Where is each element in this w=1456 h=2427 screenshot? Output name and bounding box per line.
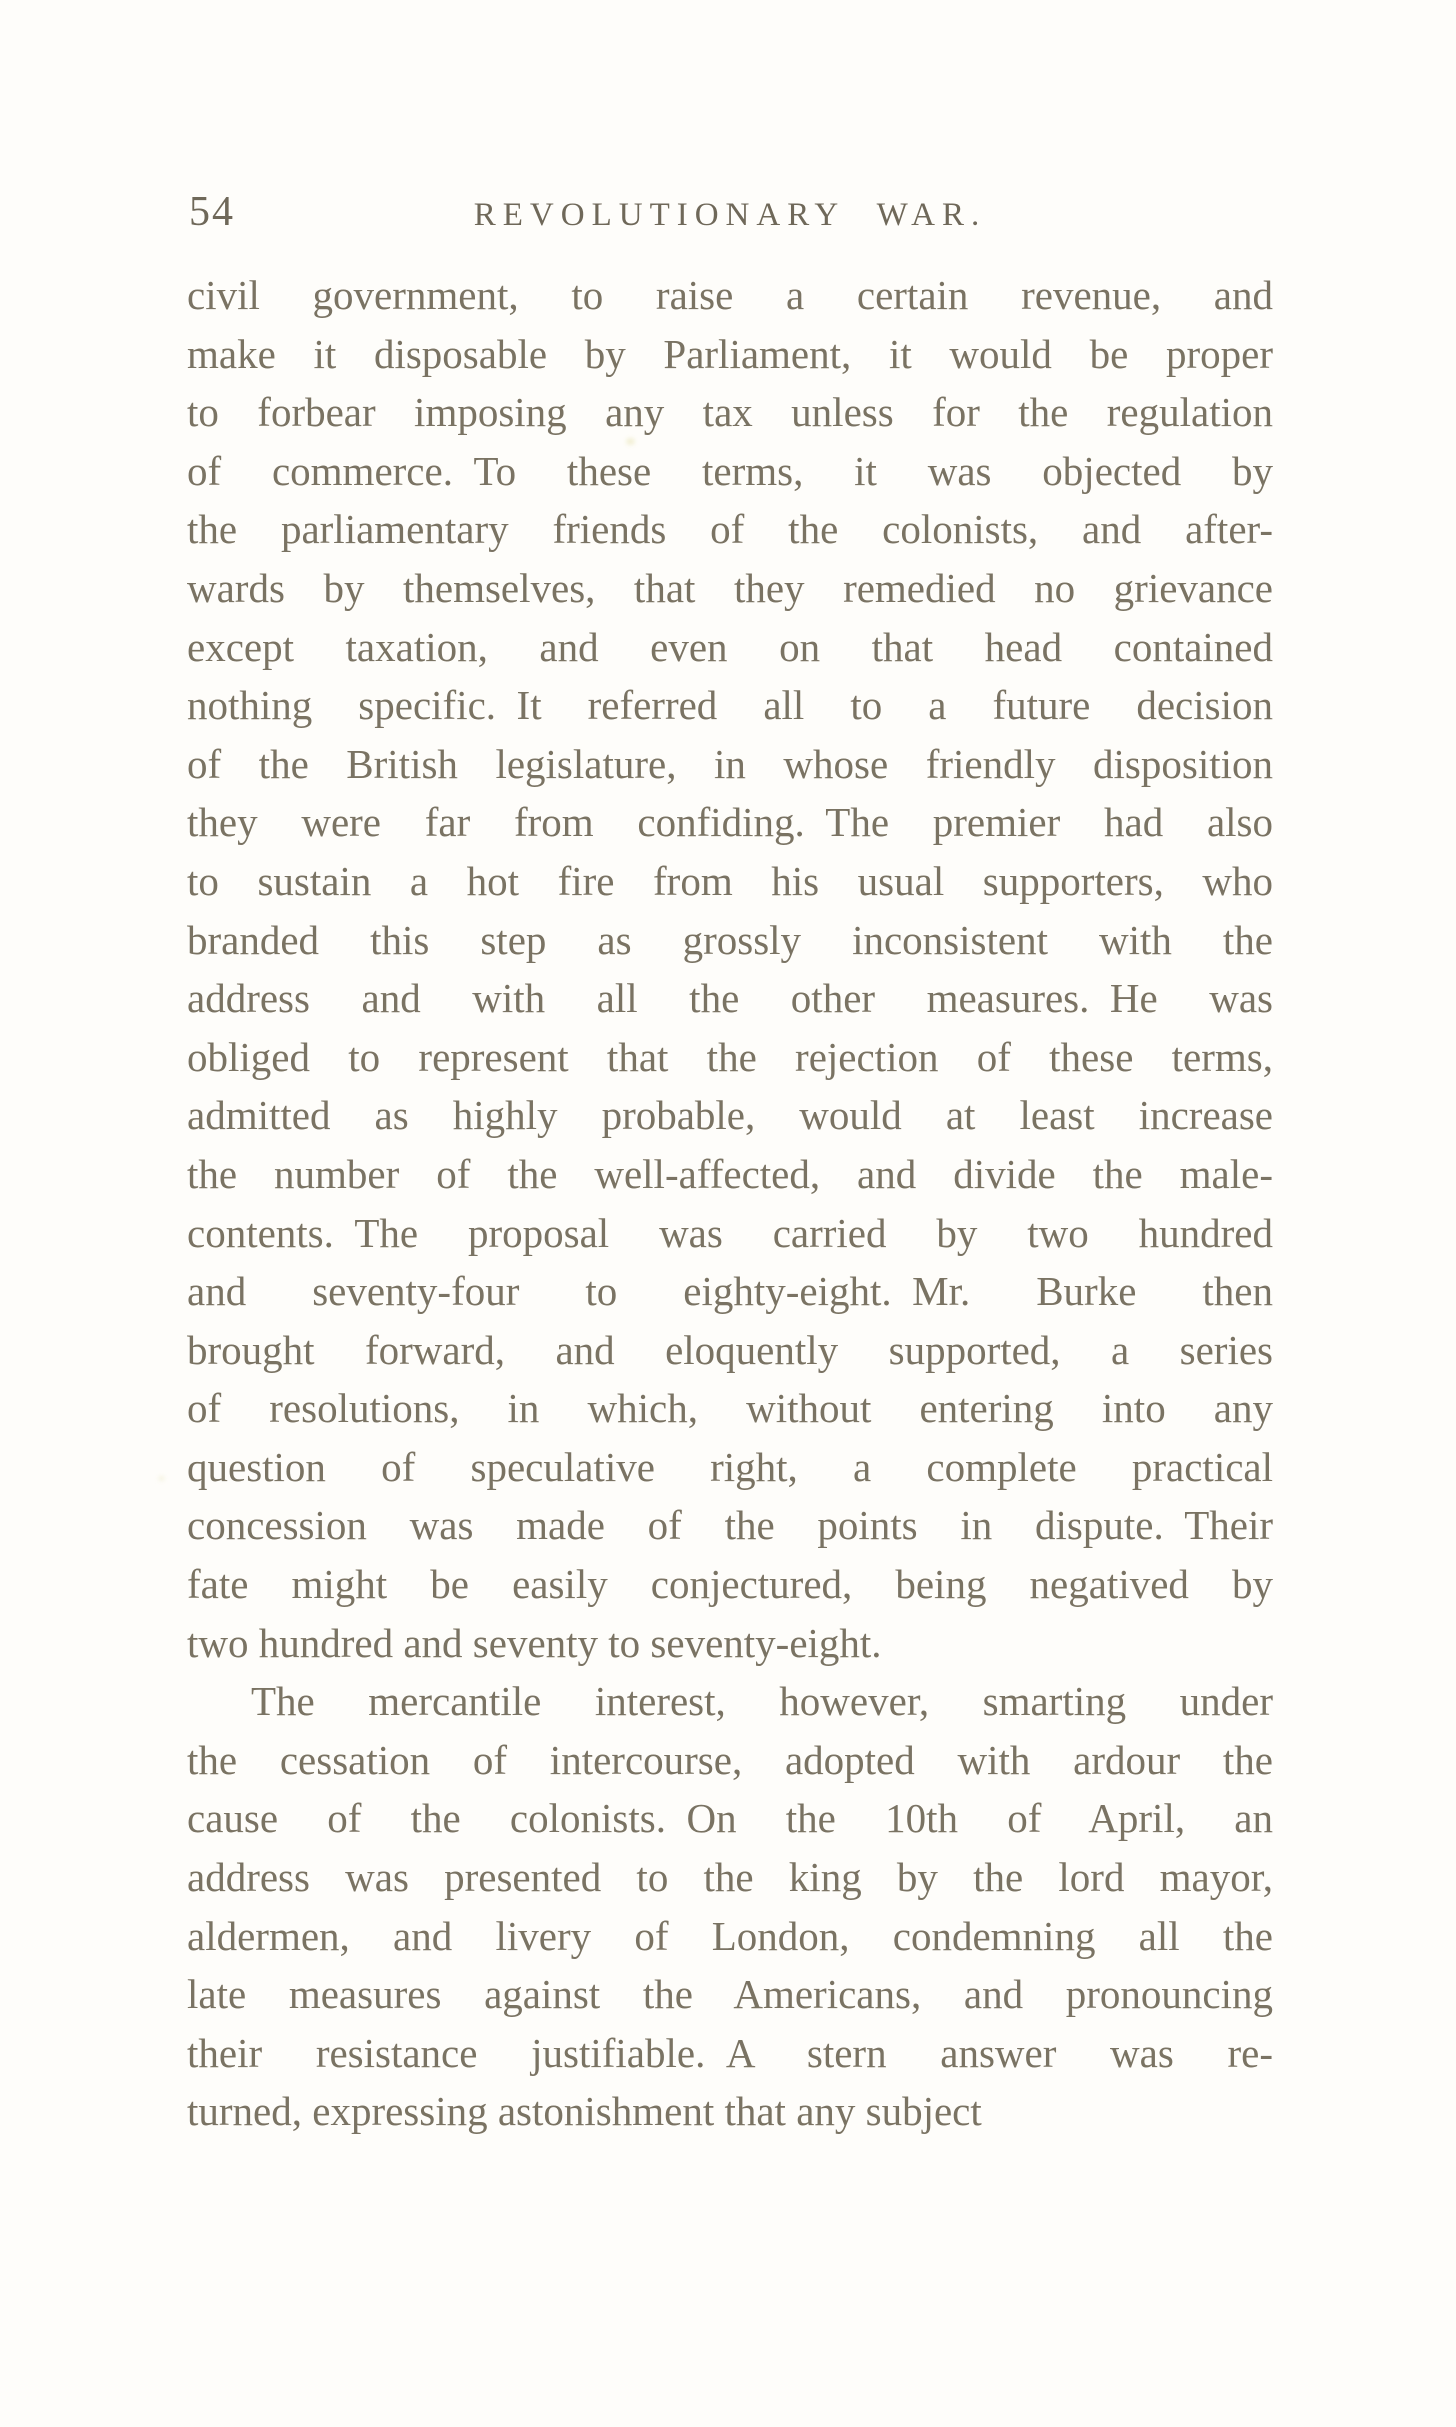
text-line: turned, expressing astonishment that any subject [187,2088,982,2135]
page-body [187,266,1273,2141]
running-head-title: REVOLUTIONARY WAR. [473,197,987,233]
text-line: nothing specific. It referred all to a future decision [187,682,1273,729]
text-line: brought forward, and eloquently supported, a series [187,1326,1273,1373]
text-line: of commerce. To these terms, it was objected by [187,447,1273,494]
text-line: The mercantile interest, however, smarting under [251,1678,1273,1725]
text-line: question of speculative right, a complete practical [187,1443,1273,1490]
text-line: they were far from confiding. The premier had also [187,799,1273,846]
text-line: the parliamentary friends of the colonists, and after- [187,506,1273,553]
page-number: 54 [189,189,235,235]
text-line: wards by themselves, that they remedied no grievance [187,564,1273,611]
scan-speck [626,438,635,445]
text-line: the cessation of intercourse, adopted with ardour the [187,1736,1273,1783]
text-line: cause of the colonists. On the 10th of April, an [187,1795,1273,1842]
text-line: two hundred and seventy to seventy-eight. [187,1619,882,1666]
text-line: address and with all the other measures. He was [187,975,1273,1022]
text-line: concession was made of the points in dispute. Their [187,1502,1273,1549]
text-line: to sustain a hot fire from his usual supporters, who [187,857,1273,904]
scan-speck [158,1476,165,1481]
text-line: aldermen, and livery of London, condemning all the [187,1912,1273,1959]
text-line: branded this step as grossly inconsistent with the [187,916,1273,963]
text-line: late measures against the Americans, and pronouncing [187,1971,1273,2018]
text-line: and seventy-four to eighty-eight. Mr. Burke then [187,1268,1273,1315]
text-line: of resolutions, in which, without entering into any [187,1385,1273,1432]
text-line: to forbear imposing any tax unless for the regulation [187,389,1273,436]
text-line: admitted as highly probable, would at least increase [187,1092,1273,1139]
text-line: address was presented to the king by the lord mayor, [187,1854,1273,1901]
text-line: of the British legislature, in whose friendly disposition [187,740,1273,787]
text-line: obliged to represent that the rejection of these terms, [187,1033,1273,1080]
text-line: their resistance justifiable. A stern answer was re- [187,2029,1273,2076]
text-line: contents. The proposal was carried by two hundred [187,1209,1273,1256]
page-header [187,189,1273,243]
text-line: the number of the well-affected, and divide the male- [187,1150,1273,1197]
text-line: fate might be easily conjectured, being negatived by [187,1561,1273,1608]
text-line: make it disposable by Parliament, it would be proper [187,330,1273,377]
text-line: except taxation, and even on that head contained [187,623,1273,670]
text-line: civil government, to raise a certain revenue, and [187,272,1273,318]
